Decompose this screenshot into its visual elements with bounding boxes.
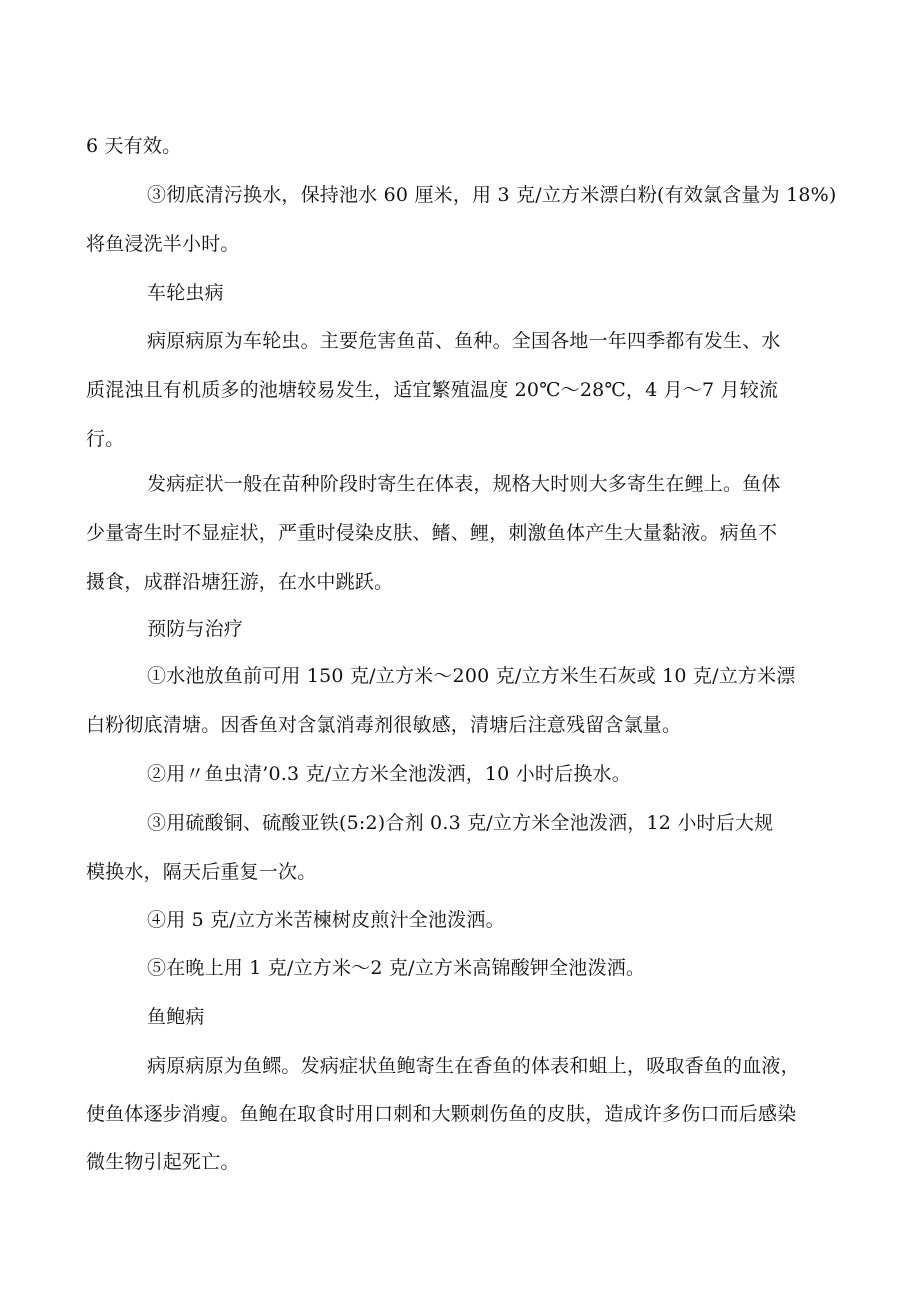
text-line: 白粉彻底清塘。因香鱼对含氯消毒剂很敏感，清塘后注意残留含氯量。 (86, 714, 682, 736)
text-line-treatment-3b: ③用硫酸铜、硫酸亚铁(5:2)合剂 0.3 克/立方米全池泼洒，12 小时后大规 (147, 812, 774, 834)
text-line: 微生物引起死亡。 (86, 1151, 240, 1173)
text-line-continuation: 6 天有效。 (86, 135, 182, 157)
text-line-treatment-3: ③彻底清污换水，保持池水 60 厘米，用 3 克/立方米漂白粉(有效氯含量为 18%) (147, 184, 837, 206)
section-heading-prevention: 预防与治疗 (147, 618, 244, 640)
text-line-symptoms: 发病症状一般在苗种阶段时寄生在体表，规格大时则大多寄生在鲤上。鱼体 (147, 473, 781, 495)
text-line: 质混浊且有机质多的池塘较易发生，适宜繁殖温度 20℃～28℃，4 月～7 月较流 (86, 379, 779, 401)
text-line: 使鱼体逐步消瘦。鱼鲍在取食时用口刺和大颗刺伤鱼的皮肤，造成许多伤口而后感染 (86, 1103, 797, 1125)
text-line-argulus-pathogen: 病原病原为鱼鳏。发病症状鱼鲍寄生在香鱼的体表和蛆上，吸取香鱼的血液， (147, 1055, 800, 1077)
text-line: 行。 (86, 428, 125, 450)
text-line: 少量寄生时不显症状，严重时侵染皮肤、鳍、鲤，刺激鱼体产生大量黏液。病鱼不 (86, 522, 778, 544)
text-line-treatment-4: ④用 5 克/立方米苦楝树皮煎汁全池泼洒。 (147, 909, 505, 931)
text-line-treatment-2: ②用〃鱼虫清’0.3 克/立方米全池泼洒，10 小时后换水。 (147, 763, 631, 785)
text-line-treatment-5: ⑤在晚上用 1 克/立方米～2 克/立方米高锦酸钾全池泼洒。 (147, 957, 646, 979)
text-line: 将鱼浸洗半小时。 (86, 233, 240, 255)
section-heading-trichodina: 车轮虫病 (147, 282, 224, 304)
text-line-pathogen: 病原病原为车轮虫。主要危害鱼苗、鱼种。全国各地一年四季都有发生、水 (147, 330, 781, 352)
text-line: 摄食，成群沿塘狂游，在水中跳跃。 (86, 571, 394, 593)
text-line: 模换水，隔天后重复一次。 (86, 861, 317, 883)
section-heading-argulus: 鱼鲍病 (147, 1006, 205, 1028)
text-line-treatment-1: ①水池放鱼前可用 150 克/立方米～200 克/立方米生石灰或 10 克/立方米漂 (147, 665, 796, 687)
